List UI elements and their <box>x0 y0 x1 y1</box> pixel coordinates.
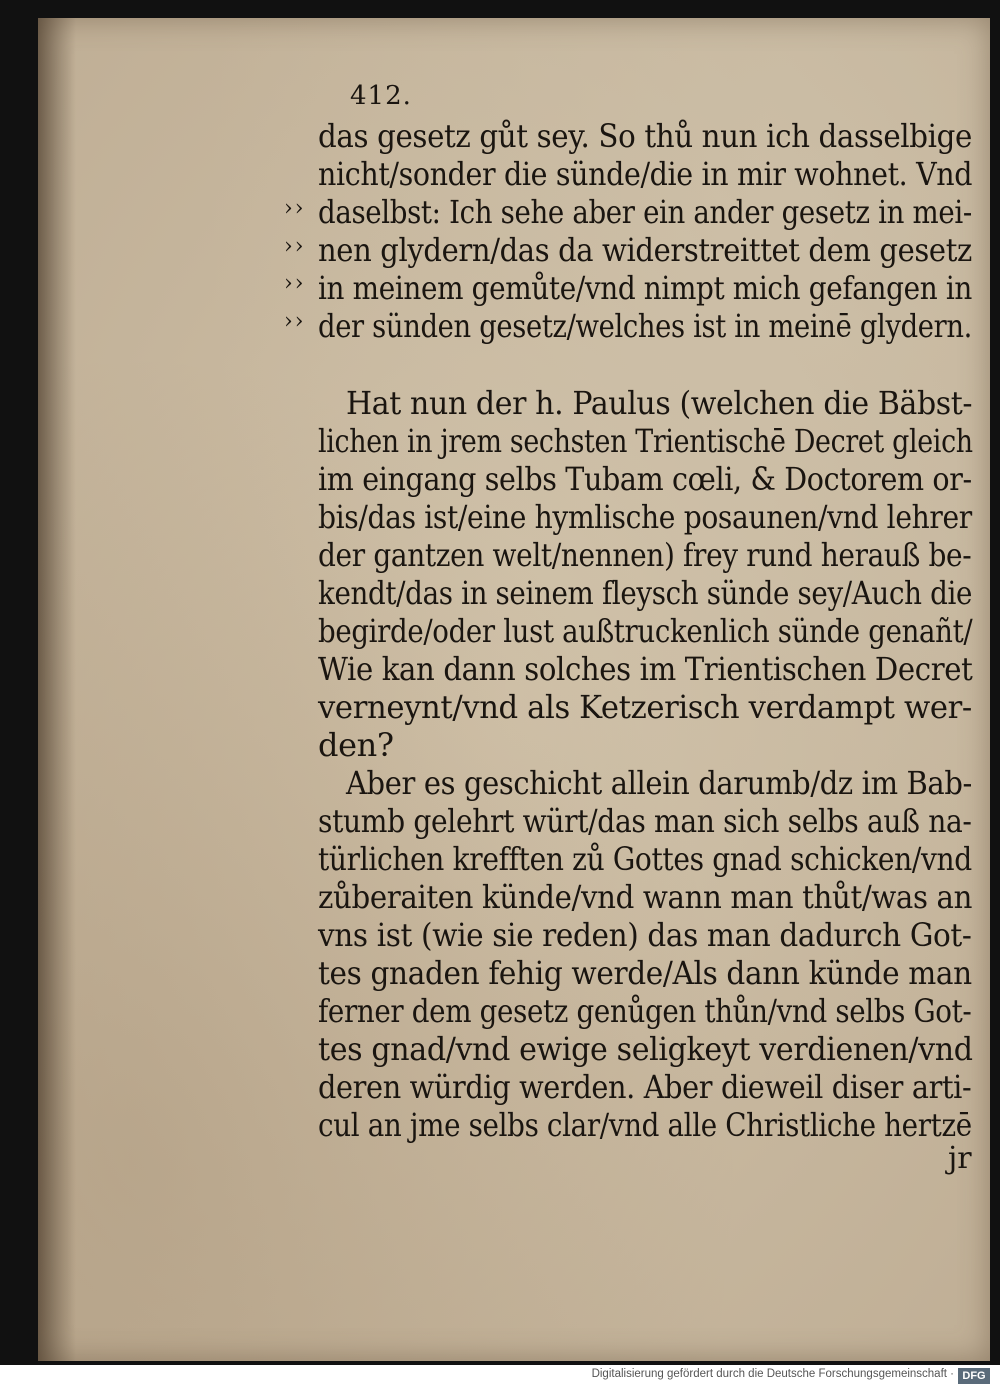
page-number: 412. <box>350 81 412 111</box>
text-line: kendt/das in seinem fleysch sünde sey/Auch die <box>318 574 973 612</box>
text-line: verneynt/vnd als Ketzerisch verdampt wer- <box>318 688 972 726</box>
dfg-logo-icon: DFG <box>958 1368 990 1384</box>
margin-quote-mark: ›› <box>284 196 306 221</box>
text-line: der sünden gesetz/welches ist in meinē glydern. <box>318 307 973 345</box>
text-line: nicht/sonder die sünde/die in mir wohnet. Vnd <box>318 155 973 193</box>
text-line: Hat nun der h. Paulus (welchen die Bäbst- <box>346 384 973 422</box>
text-line: das gesetz gůt sey. So thů nun ich dasselbige <box>318 117 973 155</box>
text-line: im eingang selbs Tubam cœli, & Doctorem or- <box>318 460 972 498</box>
text-line: der gantzen welt/nennen) frey rund herauß be- <box>318 536 972 574</box>
catchword: jr <box>948 1141 972 1176</box>
text-line: nen glydern/das da widerstreittet dem gesetz <box>318 231 972 269</box>
text-line: vns ist (wie sie reden) das man dadurch Got- <box>318 916 972 954</box>
text-line: den? <box>318 726 394 764</box>
text-line: tes gnaden fehig werde/Als dann künde man <box>318 954 972 992</box>
text-line: zůberaiten künde/vnd wann man thůt/was an <box>318 878 973 916</box>
margin-quote-mark: ›› <box>284 234 306 259</box>
text-line: begirde/oder lust außtruckenlich sünde genañt/ <box>318 612 973 650</box>
text-line: stumb gelehrt würt/das man sich selbs auß na- <box>318 802 972 840</box>
margin-quote-mark: ›› <box>284 309 306 334</box>
text-line: ferner dem gesetz genůgen thůn/vnd selbs Got- <box>318 992 972 1030</box>
text-line: cul an jme selbs clar/vnd alle Christliche hertzē <box>318 1106 972 1144</box>
gutter-shadow <box>38 18 76 1361</box>
text-line: türlichen krefften zů Gottes gnad schicken/vnd <box>318 840 972 878</box>
text-line: Aber es geschicht allein darumb/dz im Bab- <box>346 764 972 802</box>
text-line: deren würdig werden. Aber dieweil diser arti- <box>318 1068 972 1106</box>
footer-bar <box>0 1365 1000 1388</box>
text-line: lichen in jrem sechsten Trientischē Decret gleich <box>318 422 973 460</box>
margin-quote-mark: ›› <box>284 271 306 296</box>
text-line: daselbst: Ich sehe aber ein ander gesetz in mei- <box>318 193 972 231</box>
digitization-credit: Digitalisierung gefördert durch die Deutsche Forschungsgemeinschaft · <box>591 1368 954 1380</box>
text-line: tes gnad/vnd ewige seligkeyt verdienen/vnd <box>318 1030 973 1068</box>
text-line: bis/das ist/eine hymlische posaunen/vnd lehrer <box>318 498 972 536</box>
text-line: in meinem gemůte/vnd nimpt mich gefangen in <box>318 269 972 307</box>
text-line: Wie kan dann solches im Trientischen Decret <box>318 650 973 688</box>
